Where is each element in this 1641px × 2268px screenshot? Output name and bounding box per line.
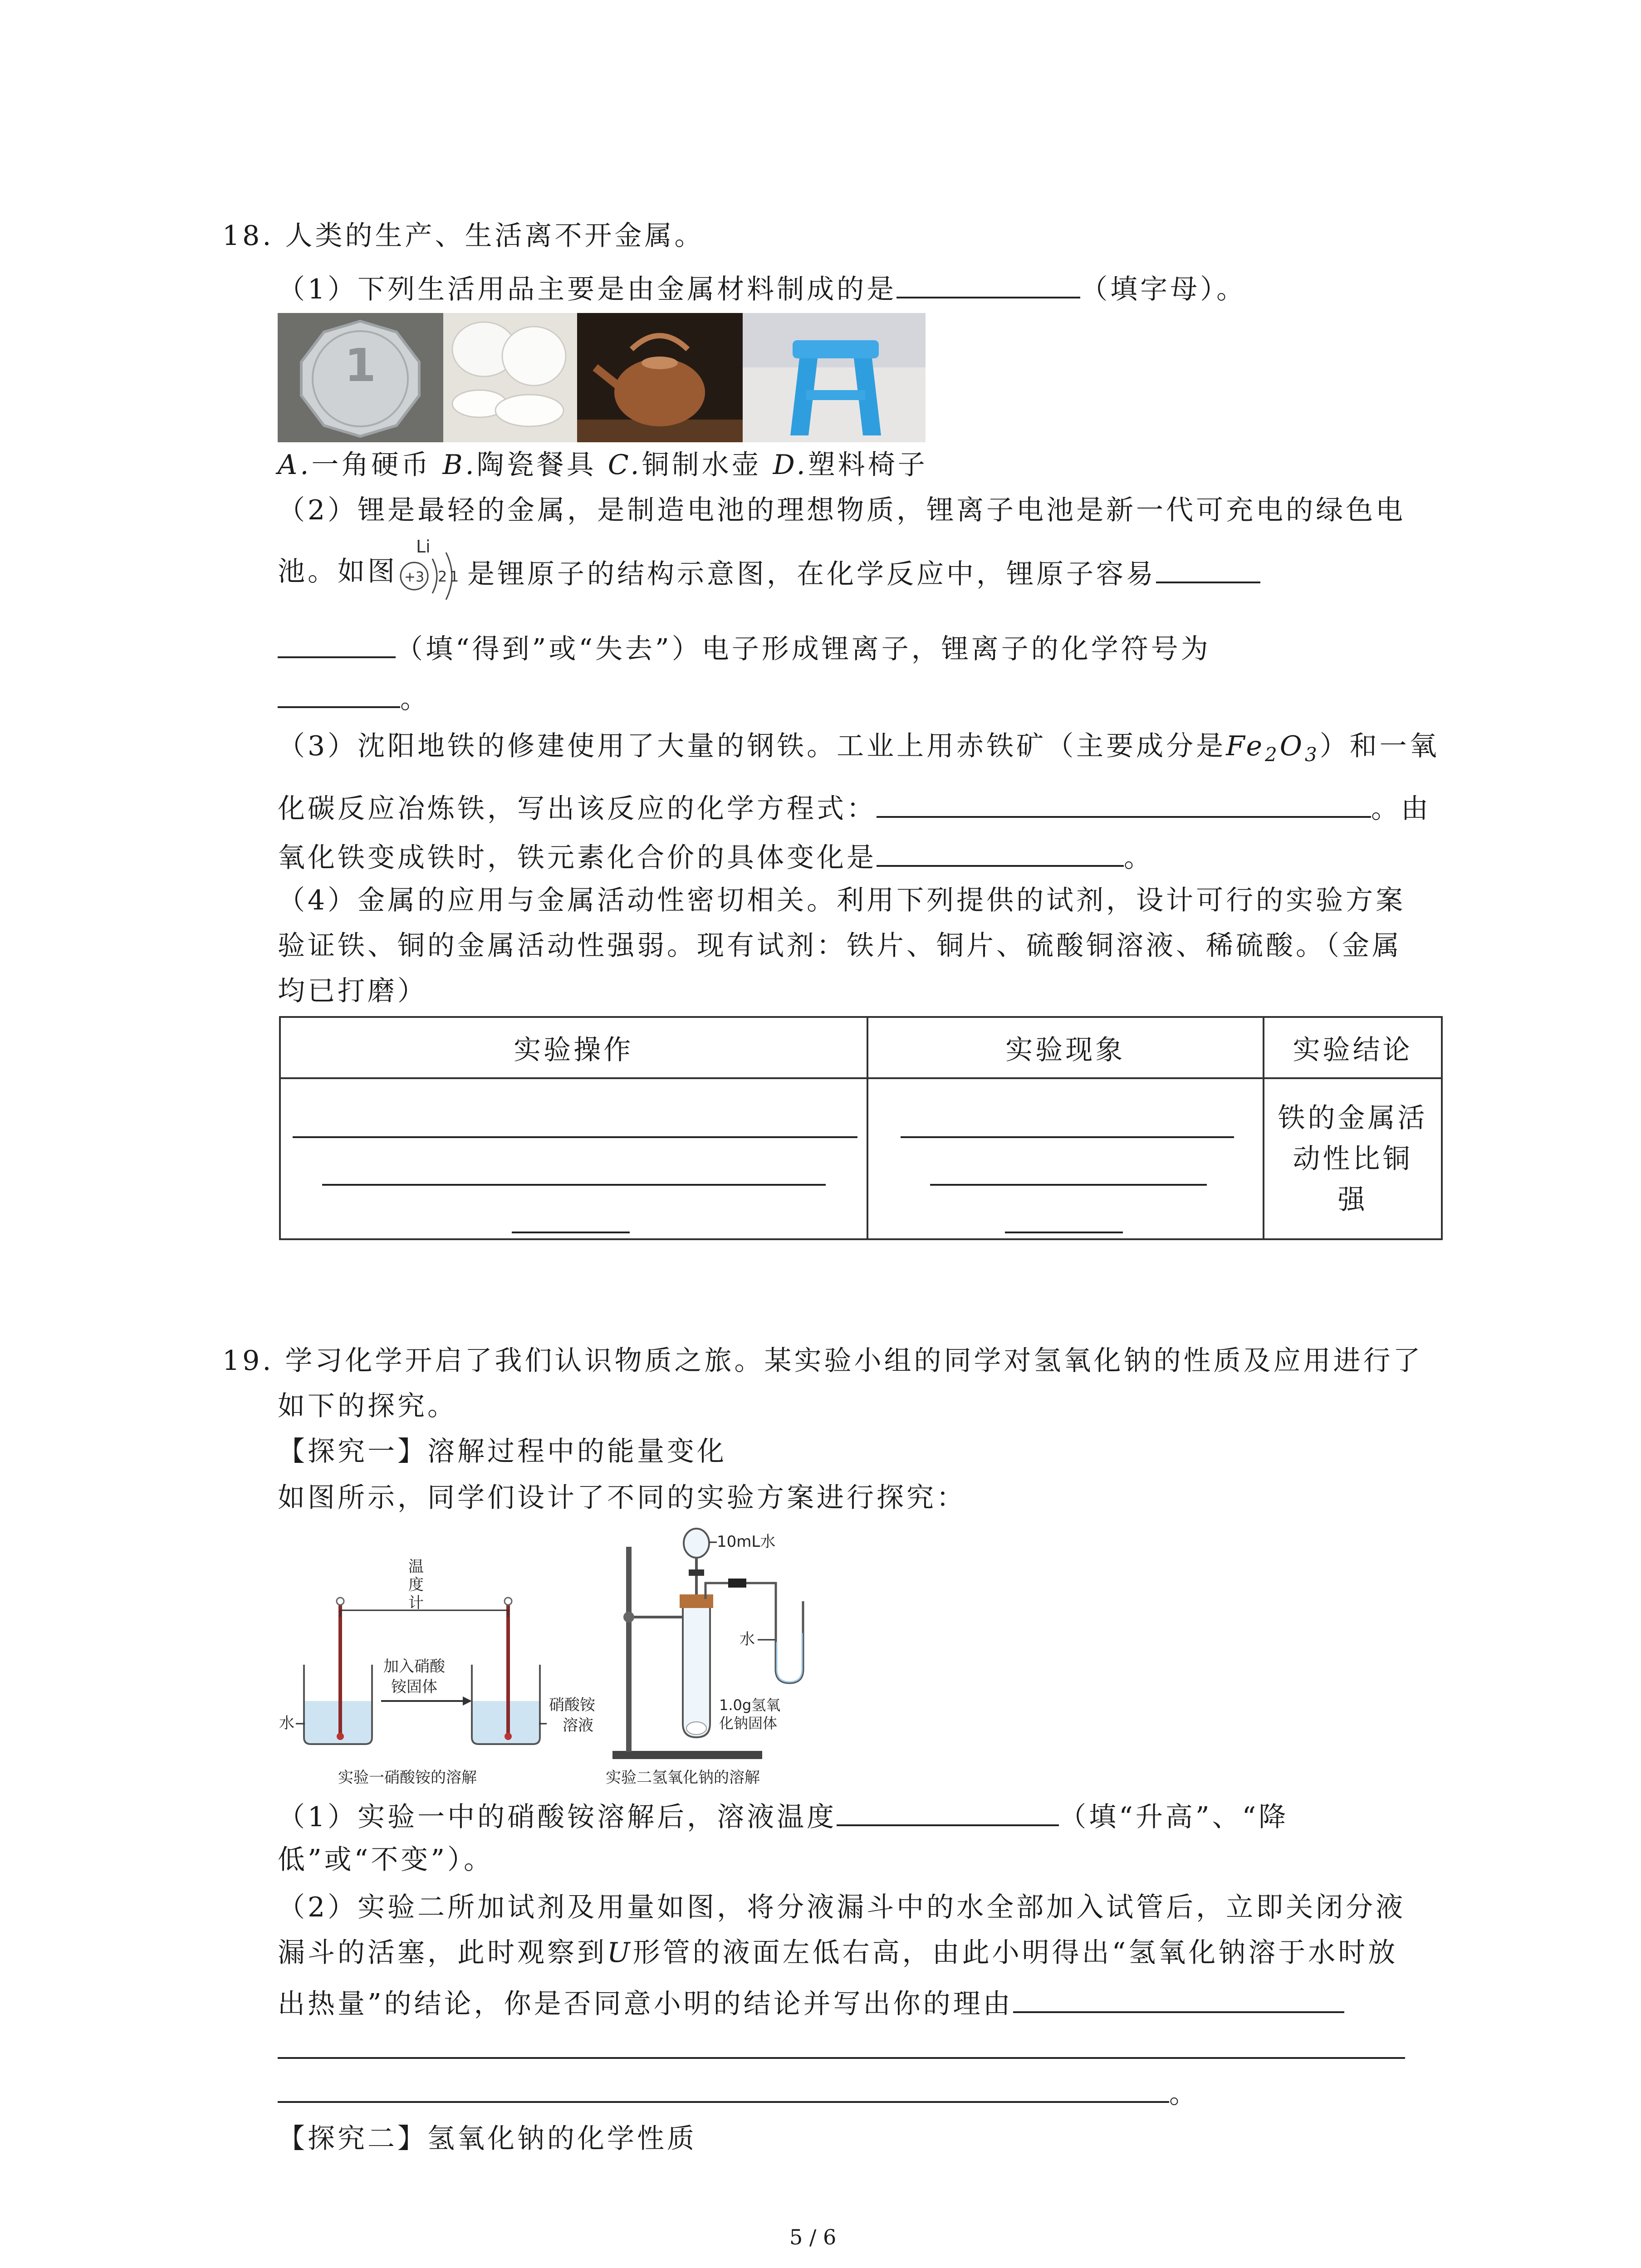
atom-symbol: Li xyxy=(416,537,431,557)
answer-blank[interactable] xyxy=(278,678,400,708)
q19-part2-line3: 出热量”的结论，你是否同意小明的结论并写出你的理由 xyxy=(278,1983,1344,2022)
answer-blank[interactable] xyxy=(837,1796,1059,1826)
water-10ml-label: 10mL水 xyxy=(717,1533,776,1551)
operation-answer-line[interactable] xyxy=(322,1184,826,1186)
operation-cell[interactable] xyxy=(280,1078,867,1239)
header-phenomenon: 实验现象 xyxy=(867,1017,1264,1078)
phenomenon-answer-line[interactable] xyxy=(1005,1232,1123,1233)
svg-text:硝酸铵: 硝酸铵 xyxy=(549,1696,595,1714)
q18-part3-line1: （3）沈阳地铁的修建使用了大量的钢铁。工业上用赤铁矿（主要成分是$Fe_2O_3$）和一氧 xyxy=(278,730,1440,766)
page-number: 5 / 6 xyxy=(789,2225,837,2249)
q18-part1: （1）下列生活用品主要是由金属材料制成的是 （填字母）。 xyxy=(278,269,1246,308)
svg-text:1: 1 xyxy=(344,339,376,392)
phenomenon-cell[interactable] xyxy=(867,1078,1264,1239)
svg-text:1.0g氢氧: 1.0g氢氧 xyxy=(719,1696,781,1714)
u-tube-water-label: 水 xyxy=(740,1630,755,1648)
svg-text:计: 计 xyxy=(408,1594,424,1612)
reason-blank[interactable] xyxy=(1013,1983,1344,2013)
shell1-electrons: 2 xyxy=(438,568,447,585)
plastic-stool-photo xyxy=(743,313,926,442)
q19-inquiry2: 【探究二】氢氧化钠的化学性质 xyxy=(278,2123,697,2155)
q18-part4-line3: 均已打磨） xyxy=(278,975,427,1007)
q19-title-line2: 如下的探究。 xyxy=(278,1390,457,1422)
q18-part2-line3: （填“得到”或“失去”）电子形成锂离子，锂离子的化学符号为 xyxy=(278,628,1211,667)
water-label: 水 xyxy=(279,1714,294,1732)
q19-part1-line1: （1）实验一中的硝酸铵溶解后，溶液温度 （填“升高”、“降 xyxy=(278,1796,1288,1835)
svg-text:铵固体: 铵固体 xyxy=(391,1678,437,1696)
conclusion-cell: 铁的金属活 动性比铜 强 xyxy=(1264,1078,1442,1239)
answer-blank[interactable] xyxy=(877,837,1124,867)
q18-options: A.一角硬币 B.陶瓷餐具 C.铜制水壶 D.塑料椅子 xyxy=(278,449,928,481)
experiment-table xyxy=(279,1016,1443,1240)
svg-text:加入硝酸: 加入硝酸 xyxy=(383,1657,445,1676)
phenomenon-answer-line[interactable] xyxy=(930,1184,1207,1186)
answer-blank[interactable] xyxy=(1156,553,1260,583)
q18-part4-line1: （4）金属的应用与金属活动性密切相关。利用下列提供的试剂，设计可行的实验方案 xyxy=(278,885,1406,916)
q19-inquiry1: 【探究一】溶解过程中的能量变化 xyxy=(278,1436,727,1467)
lithium-atom-diagram xyxy=(397,531,470,621)
svg-text:温: 温 xyxy=(408,1558,424,1576)
svg-text:度: 度 xyxy=(408,1576,424,1594)
q18-part3-line2: 化碳反应冶炼铁，写出该反应的化学方程式： 。由 xyxy=(278,788,1431,827)
q18-part2-line1: （2）锂是最轻的金属，是制造电池的理想物质，锂离子电池是新一代可充电的绿色电 xyxy=(278,494,1406,526)
q18-part2-line2b: 是锂原子的结构示意图，在化学反应中，锂原子容易 xyxy=(467,553,1260,592)
coin-photo xyxy=(278,313,443,442)
q18-part2-line4: 。 xyxy=(278,678,430,717)
q18-part3-line3: 氧化铁变成铁时，铁元素化合价的具体变化是 。 xyxy=(278,837,1154,876)
q19-intro: 如图所示，同学们设计了不同的实验方案进行探究： xyxy=(278,1482,966,1514)
exp1-caption: 实验一硝酸铵的溶解 xyxy=(338,1769,477,1787)
q18-part2-line2a: 池。如图 xyxy=(278,556,397,587)
shell2-electrons: 1 xyxy=(450,568,459,585)
header-operation: 实验操作 xyxy=(280,1017,867,1078)
q18-title: 18. 人类的生产、生活离不开金属。 xyxy=(222,220,705,252)
q19-part2-line1: （2）实验二所加试剂及用量如图，将分液漏斗中的水全部加入试管后，立即关闭分液 xyxy=(278,1892,1406,1923)
equation-blank[interactable] xyxy=(877,788,1371,818)
header-conclusion: 实验结论 xyxy=(1264,1017,1442,1078)
q19-part1-line2: 低”或“不变”）。 xyxy=(278,1844,494,1876)
svg-text:化钠固体: 化钠固体 xyxy=(719,1715,778,1732)
dissolution-experiment-figure xyxy=(272,1520,839,1792)
phenomenon-answer-line[interactable] xyxy=(901,1136,1234,1138)
exp2-caption: 实验二氢氧化钠的溶解 xyxy=(606,1769,760,1787)
copper-kettle-photo xyxy=(577,313,743,442)
operation-answer-line[interactable] xyxy=(512,1232,630,1233)
q18-part4-line2: 验证铁、铜的金属活动性强弱。现有试剂：铁片、铜片、硫酸铜溶液、稀硫酸。（金属 xyxy=(278,930,1402,962)
reason-answer-line[interactable] xyxy=(278,2057,1405,2059)
operation-answer-line[interactable] xyxy=(293,1136,857,1138)
nucleus-charge: +3 xyxy=(404,569,425,585)
svg-text:溶液: 溶液 xyxy=(563,1716,593,1735)
porcelain-photo xyxy=(443,313,577,442)
answer-blank[interactable] xyxy=(278,628,396,658)
q19-title-line1: 19. 学习化学开启了我们认识物质之旅。某实验小组的同学对氢氧化钠的性质及应用进行了 xyxy=(222,1345,1423,1377)
reason-answer-line[interactable] xyxy=(278,2073,1169,2103)
q19-part2-line5: 。 xyxy=(278,2073,1199,2112)
answer-blank[interactable] xyxy=(896,269,1080,298)
q19-part2-line2: 漏斗的活塞，此时观察到U形管的液面左低右高，由此小明得出“氢氧化钠溶于水时放 xyxy=(278,1937,1398,1969)
fe2o3-formula: $Fe_2O_3$ xyxy=(1226,730,1320,766)
